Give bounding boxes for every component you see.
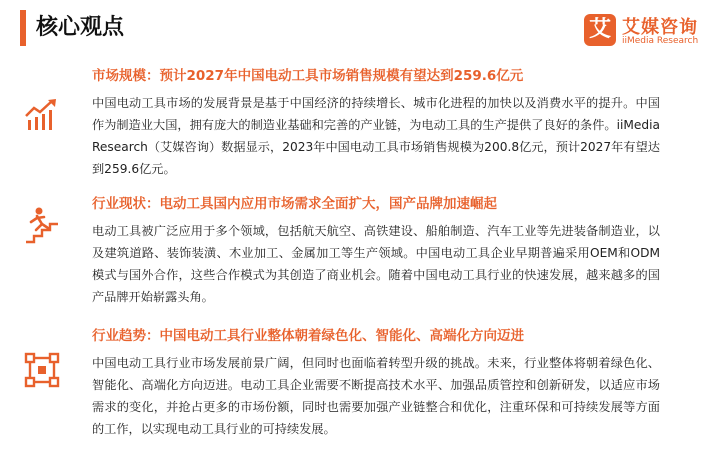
section-heading: 市场规模：预计2027年中国电动工具市场销售规模有望达到259.6亿元 <box>92 68 524 84</box>
logo-mark: 艾 <box>584 14 616 46</box>
logo-text-cn: 艾媒咨询 <box>622 17 698 38</box>
brand-logo <box>584 14 702 50</box>
section-heading: 行业现状：电动工具国内应用市场需求全面扩大，国产品牌加速崛起 <box>92 196 497 212</box>
climbing-stairs-icon <box>24 206 60 244</box>
growth-chart-icon <box>24 98 60 132</box>
network-nodes-icon <box>24 352 60 388</box>
page-title: 核心观点 <box>36 15 125 40</box>
section-body: 中国电动工具行业市场发展前景广阔，但同时也面临着转型升级的挑战。未来，行业整体将朝着绿色化、智能化、高端化方向迈进。电动工具企业需要不断提高技术水平、加强品质管控和创新研发，以适应市场需求的变化，并抢占更多的市场份额，同时也需要加强产业链整合和优化，注重环保和可持续发展等方面的工作，以实现电动工具行业的可持续发展。 <box>92 356 660 436</box>
section-industry-status <box>0 190 710 320</box>
section-body: 电动工具被广泛应用于多个领域，包括航天航空、高铁建设、船舶制造、汽车工业等先进装备制造业，以及建筑道路、装饰装潢、木业加工、金属加工等生产领域。中国电动工具企业早期普遍采用OEM和ODM模式与国外合作，这些合作模式为其创造了商业机会。随着中国电动工具行业的快速发展，越来越多的国产品牌开始崭露头角。 <box>92 224 660 304</box>
section-market-size <box>0 62 710 182</box>
title-accent-bar <box>20 10 26 46</box>
section-body: 中国电动工具市场的发展背景是基于中国经济的持续增长、城市化进程的加快以及消费水平的提升。中国作为制造业大国，拥有庞大的制造业基础和完善的产业链，为电动工具的生产提供了良好的条件。iiMedia Research（艾媒咨询）数据显示，2023年中国电动工具市场销售规模为200.8亿元，预计2027年有望达到259.6亿元。 <box>92 96 660 176</box>
logo-text-en: iiMedia Research <box>622 36 699 46</box>
section-heading: 行业趋势：中国电动工具行业整体朝着绿色化、智能化、高端化方向迈进 <box>92 328 524 344</box>
section-industry-trend <box>0 322 710 461</box>
